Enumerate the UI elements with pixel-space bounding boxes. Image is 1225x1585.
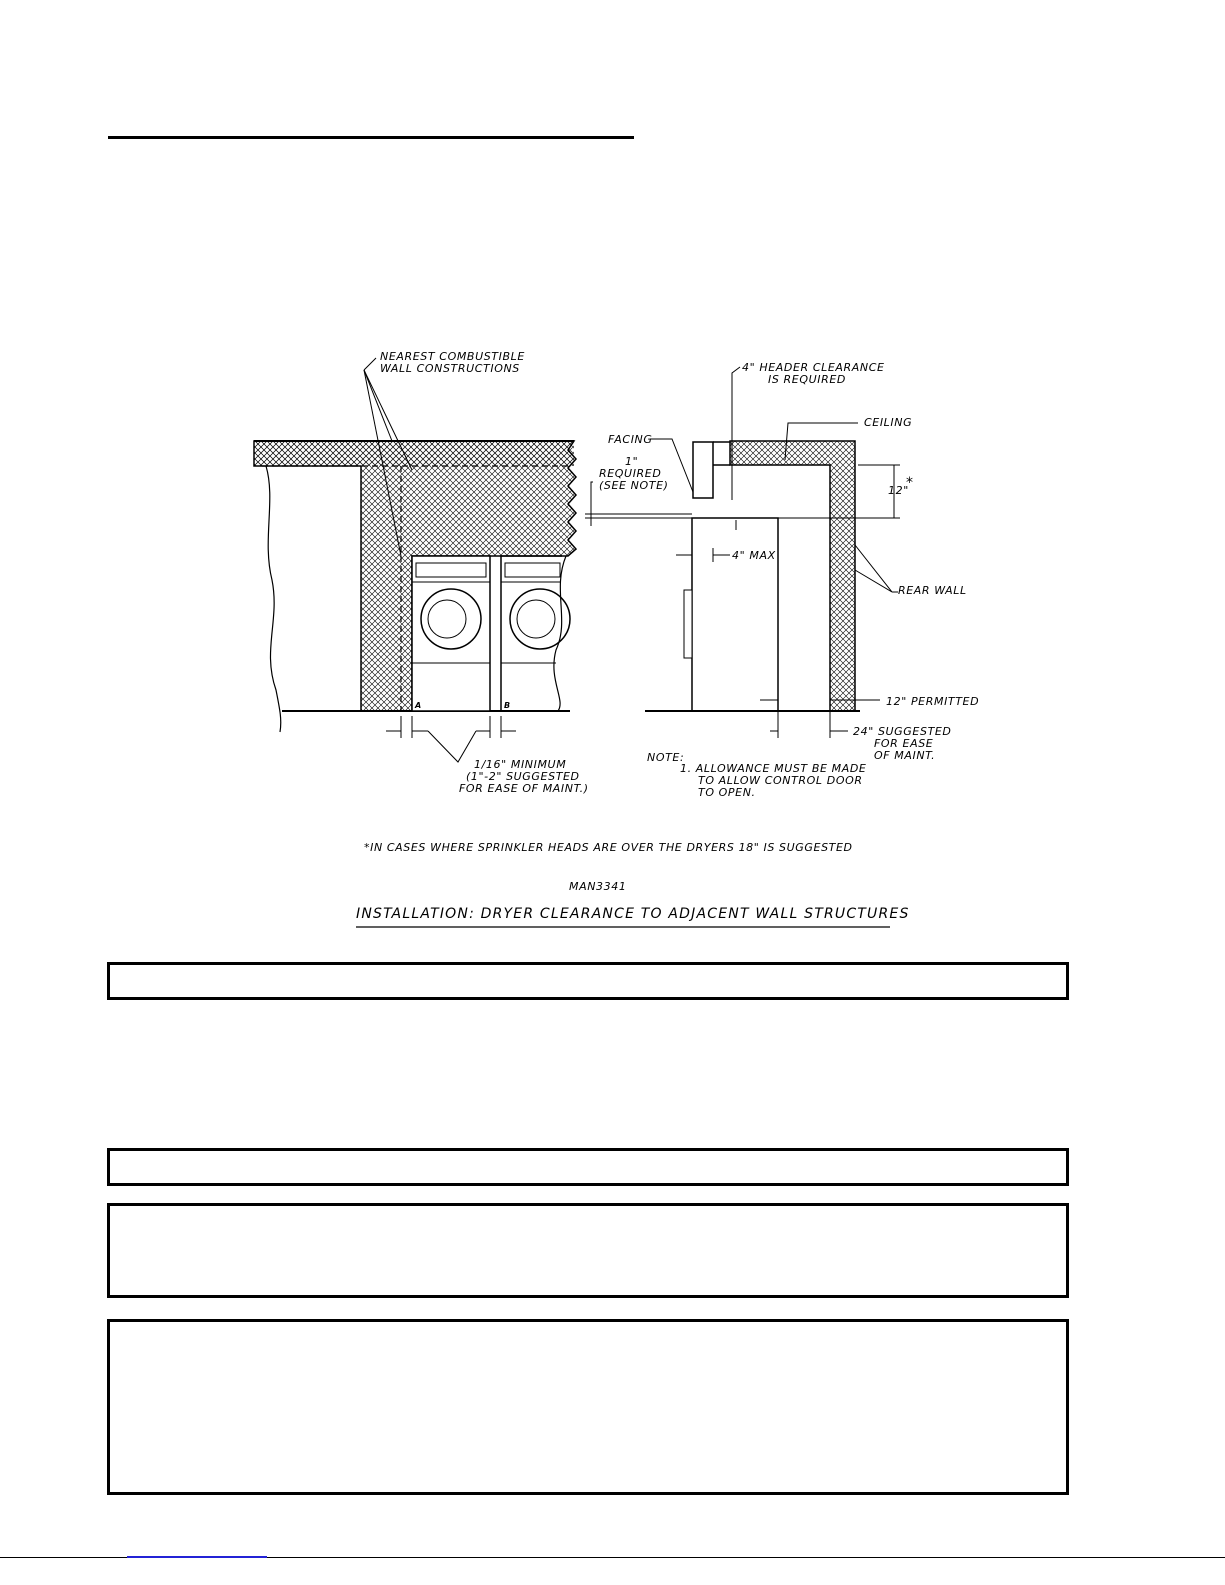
content-box-4 bbox=[107, 1319, 1069, 1495]
label-req-3: (SEE NOTE) bbox=[599, 479, 669, 492]
label-req-1: 1" bbox=[625, 455, 639, 468]
label-note-2: TO ALLOW CONTROL DOOR bbox=[698, 774, 863, 787]
label-four-max: 4" MAX bbox=[732, 549, 776, 562]
drawing-ref: MAN3341 bbox=[569, 880, 627, 893]
label-note-title: NOTE: bbox=[647, 751, 685, 764]
label-header-2: IS REQUIRED bbox=[768, 373, 846, 386]
label-note-1: 1. ALLOWANCE MUST BE MADE bbox=[680, 762, 867, 775]
label-combustible-1: NEAREST COMBUSTIBLE bbox=[380, 350, 525, 363]
label-unit-b: B bbox=[504, 701, 511, 710]
footer-link-rule[interactable] bbox=[127, 1556, 267, 1558]
footnote: *IN CASES WHERE SPRINKLER HEADS ARE OVER THE DRYERS 18" IS SUGGESTED bbox=[364, 841, 853, 854]
content-box-3 bbox=[107, 1203, 1069, 1298]
label-facing: FACING bbox=[608, 433, 653, 446]
label-twelve-permitted: 12" PERMITTED bbox=[886, 695, 980, 708]
dryer-unit-a bbox=[412, 556, 490, 711]
label-sugg-3: OF MAINT. bbox=[874, 749, 936, 762]
label-min-3: FOR EASE OF MAINT.) bbox=[459, 782, 589, 795]
label-sugg-1: 24" SUGGESTED bbox=[853, 725, 952, 738]
content-box-1 bbox=[107, 962, 1069, 1000]
label-req-2: REQUIRED bbox=[599, 467, 662, 480]
label-twelve: 12" bbox=[888, 484, 909, 497]
label-note-3: TO OPEN. bbox=[698, 786, 756, 799]
label-header-1: 4" HEADER CLEARANCE bbox=[742, 361, 885, 374]
label-unit-a: A bbox=[415, 701, 422, 710]
label-min-2: (1"-2" SUGGESTED bbox=[466, 770, 580, 783]
label-asterisk: * bbox=[906, 475, 914, 491]
label-min-1: 1/16" MINIMUM bbox=[474, 758, 567, 771]
label-combustible-2: WALL CONSTRUCTIONS bbox=[380, 362, 520, 375]
label-ceiling: CEILING bbox=[864, 416, 913, 429]
label-sugg-2: FOR EASE bbox=[874, 737, 934, 750]
footer-rule-right bbox=[267, 1557, 1225, 1558]
dryer-unit-b bbox=[501, 556, 570, 711]
content-box-2 bbox=[107, 1148, 1069, 1186]
footer-rule-left bbox=[0, 1557, 127, 1558]
dryer-side bbox=[692, 518, 778, 711]
label-rear-wall: REAR WALL bbox=[898, 584, 967, 597]
facing-block bbox=[693, 442, 713, 498]
caption: INSTALLATION: DRYER CLEARANCE TO ADJACENT WALL STRUCTURES bbox=[356, 906, 910, 922]
